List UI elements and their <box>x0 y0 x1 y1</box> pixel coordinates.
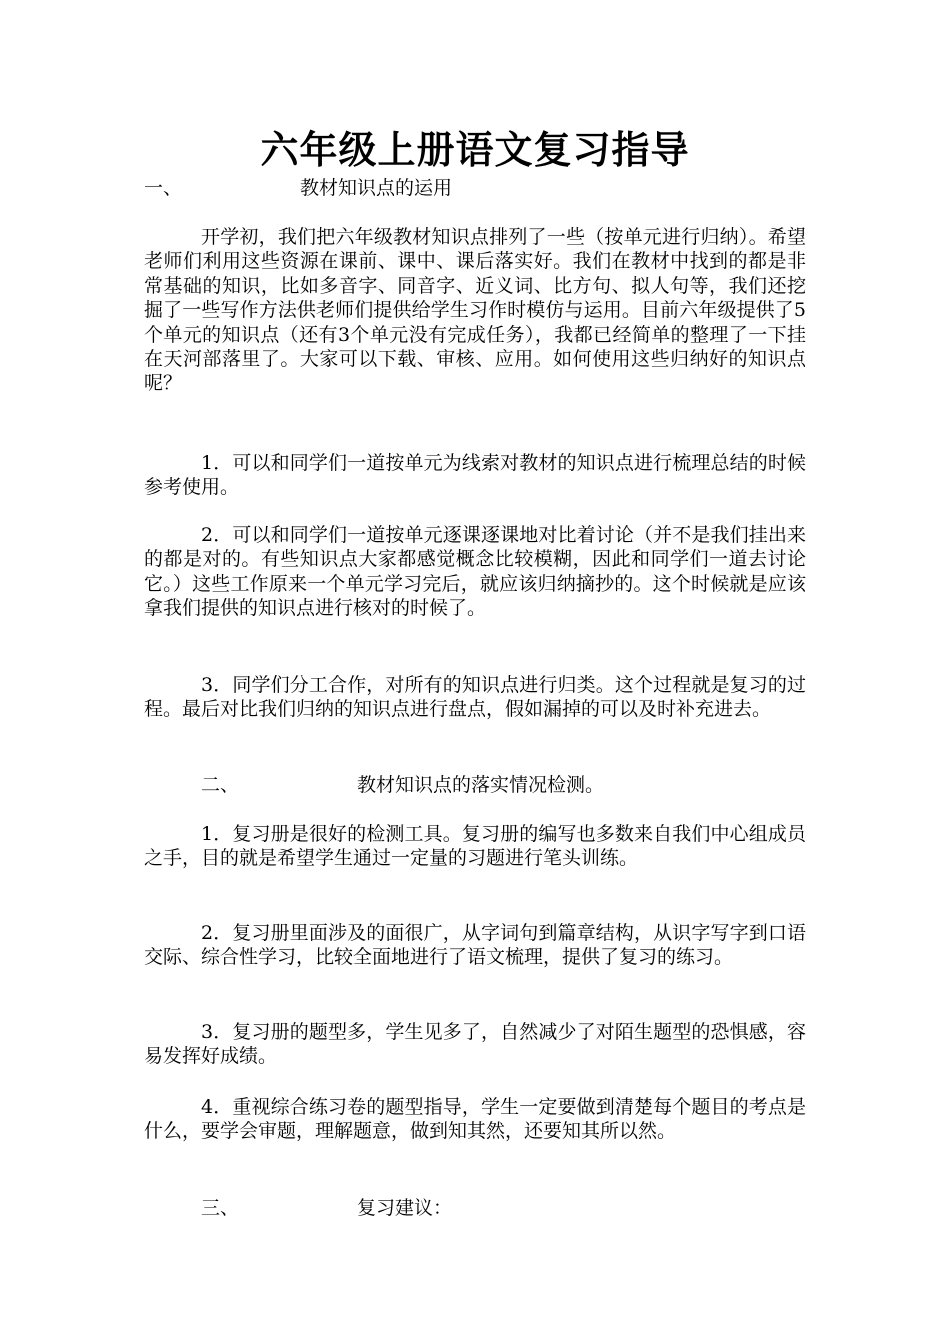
section-heading-2 <box>201 772 605 798</box>
paragraph: 3．复习册的题型多，学生见多了，自然减少了对陌生题型的恐惧感，容易发挥好成绩。 <box>144 1021 806 1068</box>
paragraph: 开学初，我们把六年级教材知识点排列了一些（按单元进行归纳）。希望老师们利用这些资源在课前、课中、课后落实好。我们在教材中找到的都是非常基础的知识，比如多音字、同音字、近义词、比方句、拟人句等，我们还挖掘了一些写作方法供老师们提供给学生习作时模仿与运用。目前六年级提供了5个单元的知识点（还有3个单元没有完成任务），我都已经简单的整理了一下挂在天河部落里了。大家可以下载、审核、应用。如何使用这些归纳好的知识点呢？ <box>144 226 806 395</box>
paragraph: 2．可以和同学们一道按单元逐课逐课地对比着讨论（并不是我们挂出来的都是对的。有些知识点大家都感觉概念比较模糊，因此和同学们一道去讨论它。）这些工作原来一个单元学习完后，就应该归纳摘抄的。这个时候就是应该拿我们提供的知识点进行核对的时候了。 <box>144 524 806 620</box>
section-label: 教材知识点的落实情况检测。 <box>357 774 605 796</box>
section-number: 一、 <box>144 177 183 199</box>
section-number: 三、 <box>201 1197 240 1219</box>
paragraph: 3．同学们分工合作，对所有的知识点进行归类。这个过程就是复习的过程。最后对比我们归纳的知识点进行盘点，假如漏掉的可以及时补充进去。 <box>144 674 806 721</box>
document-title: 六年级上册语文复习指导 <box>260 128 690 172</box>
section-heading-3 <box>201 1195 453 1221</box>
section-label: 教材知识点的运用 <box>300 177 453 199</box>
paragraph: 2．复习册里面涉及的面很广，从字词句到篇章结构，从识字写字到口语交际、综合性学习，比较全面地进行了语文梳理，提供了复习的练习。 <box>144 922 806 969</box>
paragraph: 1．复习册是很好的检测工具。复习册的编写也多数来自我们中心组成员之手，目的就是希望学生通过一定量的习题进行笔头训练。 <box>144 823 806 870</box>
paragraph: 4．重视综合练习卷的题型指导，学生一定要做到清楚每个题目的考点是什么，要学会审题，理解题意，做到知其然，还要知其所以然。 <box>144 1096 806 1143</box>
section-number: 二、 <box>201 774 240 796</box>
section-label: 复习建议： <box>357 1197 453 1219</box>
paragraph: 1．可以和同学们一道按单元为线索对教材的知识点进行梳理总结的时候参考使用。 <box>144 452 806 499</box>
section-heading-1 <box>144 175 453 201</box>
